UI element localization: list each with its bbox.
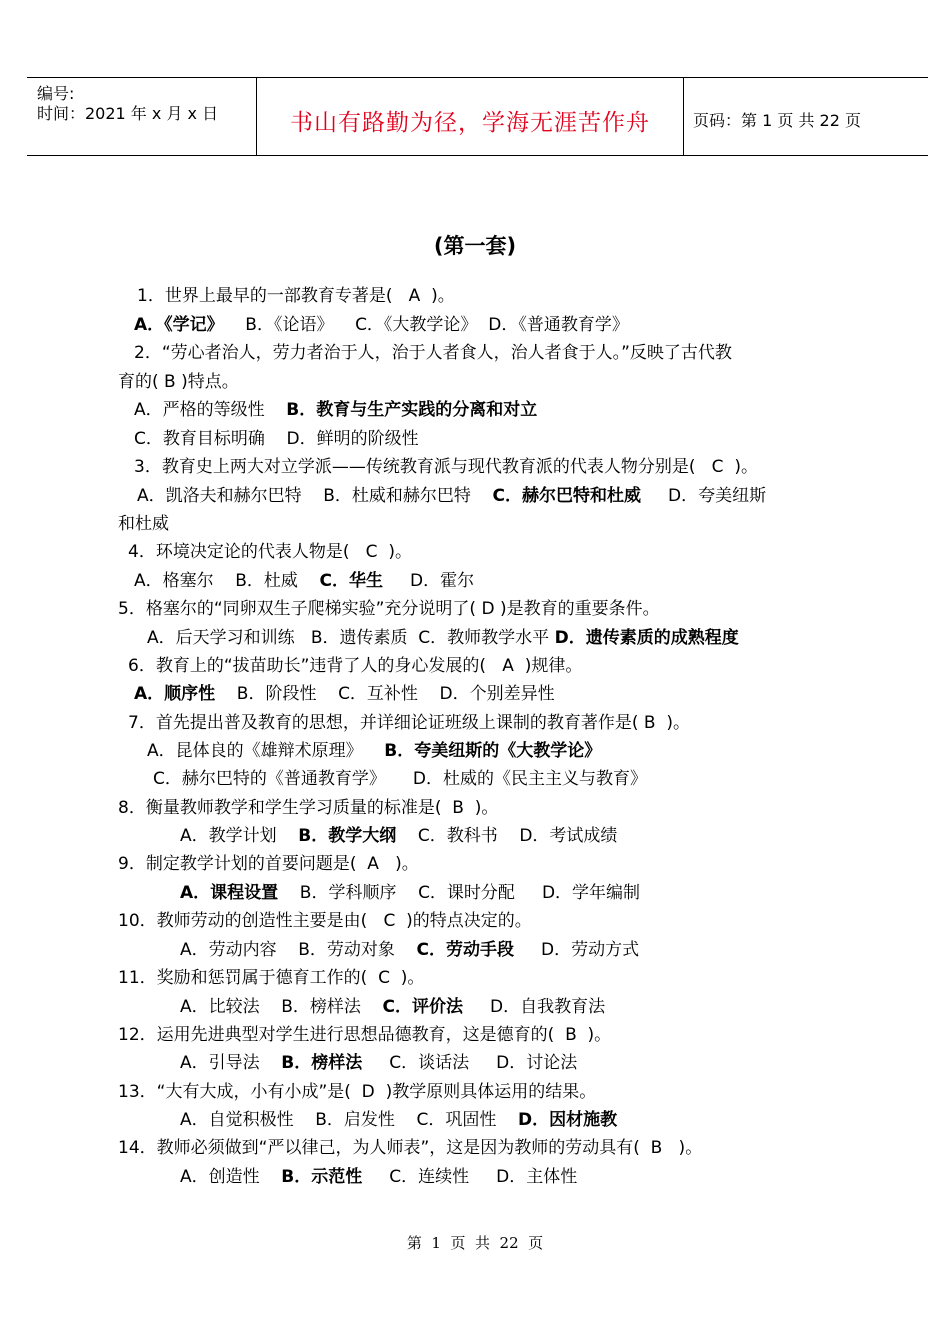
- answer-text: C．评价法: [382, 997, 464, 1017]
- time-label: 时间：2021 年 x 月 x 日: [37, 104, 219, 123]
- answer-text: B．夸美纽斯的《大教学论》: [384, 741, 602, 761]
- text-line: [180, 1109, 617, 1131]
- line-text: 8．衡量教师教学和学生学习质量的标准是( B )。: [118, 798, 499, 818]
- line-text: D．劳动方式: [514, 940, 640, 960]
- line-text: D．霍尔: [383, 571, 475, 591]
- text-line: [118, 598, 660, 620]
- answer-text: C．赫尔巴特和杜威: [492, 486, 642, 506]
- text-line: [134, 428, 419, 450]
- line-text: B．学科顺序 C．课时分配 D．学年编制: [278, 883, 641, 903]
- text-line: [147, 627, 739, 649]
- text-line: [180, 939, 639, 961]
- line-text: 11．奖励和惩罚属于德育工作的( C )。: [118, 968, 425, 988]
- line-text: 9．制定教学计划的首要问题是( A )。: [118, 854, 419, 874]
- line-text: A．比较法 B．榜样法: [180, 997, 383, 1017]
- line-text: A．昆体良的《雄辩术原理》: [147, 741, 385, 761]
- text-line: [118, 1081, 596, 1103]
- answer-text: D．因材施教: [518, 1110, 618, 1130]
- text-line: [180, 825, 617, 847]
- line-text: B．《论语》 C．《大教学论》 D．《普通教育学》: [223, 315, 629, 335]
- line-text: 1．世界上最早的一部教育专著是( A )。: [137, 286, 455, 306]
- page-info: 页码：第 1 页 共 22 页: [693, 111, 861, 130]
- text-line: [180, 882, 640, 904]
- line-text: A．创造性: [180, 1167, 282, 1187]
- line-text: C．教科书 D．考试成绩: [396, 826, 618, 846]
- text-line: [134, 342, 732, 364]
- text-line: [134, 399, 537, 421]
- motto: 书山有路勤为径，学海无涯苦作舟: [290, 110, 650, 136]
- line-text: 14．教师必须做到“严以律己，为人师表”，这是因为教师的劳动具有( B )。: [118, 1138, 703, 1158]
- line-text: 12．运用先进典型对学生进行思想品德教育，这是德育的( B )。: [118, 1025, 612, 1045]
- answer-text: B．示范性: [281, 1167, 363, 1187]
- line-text: 和杜威: [118, 514, 169, 534]
- line-text: A．严格的等级性: [134, 400, 287, 420]
- text-line: [118, 1137, 702, 1159]
- line-text: A．引导法: [180, 1053, 282, 1073]
- text-line: [118, 513, 169, 535]
- answer-text: A．顺序性: [134, 684, 216, 704]
- text-line: [118, 371, 239, 393]
- serial-label: 编号:: [37, 84, 75, 103]
- text-line: [137, 285, 455, 307]
- line-text: C．赫尔巴特的《普通教育学》 D．杜威的《民主主义与教育》: [153, 769, 647, 789]
- text-line: [180, 1166, 577, 1188]
- line-text: A．格塞尔 B．杜威: [134, 571, 320, 591]
- text-line: [118, 1024, 611, 1046]
- line-text: 10．教师劳动的创造性主要是由( C )的特点决定的。: [118, 911, 532, 931]
- line-text: A．教学计划: [180, 826, 299, 846]
- line-text: C．谈话法 D．讨论法: [362, 1053, 578, 1073]
- text-line: [118, 910, 532, 932]
- line-text: C．教育目标明确 D．鲜明的阶级性: [134, 429, 419, 449]
- line-text: D．夸美纽斯: [641, 486, 767, 506]
- text-line: [128, 541, 412, 563]
- text-line: [128, 712, 690, 734]
- line-text: 育的( B )特点。: [118, 372, 239, 392]
- answer-text: D．遗传素质的成熟程度: [554, 628, 739, 648]
- line-text: 5．格塞尔的“同卵双生子爬梯实验”充分说明了( D )是教育的重要条件。: [118, 599, 660, 619]
- line-text: A．自觉积极性 B．启发性 C．巩固性: [180, 1110, 519, 1130]
- text-line: [147, 740, 601, 762]
- text-line: [134, 314, 629, 336]
- header-left-cell: [27, 78, 256, 155]
- answer-text: C．劳动手段: [416, 940, 515, 960]
- line-text: 4．环境决定论的代表人物是( C )。: [128, 542, 412, 562]
- text-line: [134, 570, 474, 592]
- line-text: C．连续性 D．主体性: [362, 1167, 578, 1187]
- line-text: 13．“大有大成，小有小成”是( D )教学原则具体运用的结果。: [118, 1082, 597, 1102]
- text-line: [137, 485, 766, 507]
- page-header: [27, 77, 928, 156]
- answer-text: B．教育与生产实践的分离和对立: [286, 400, 538, 420]
- line-text: 3．教育史上两大对立学派——传统教育派与现代教育派的代表人物分别是( C )。: [134, 457, 758, 477]
- text-line: [134, 683, 555, 705]
- text-line: [153, 768, 647, 790]
- text-line: [118, 967, 424, 989]
- line-text: A．后天学习和训练 B．遗传素质 C．教师教学水平: [147, 628, 555, 648]
- text-line: [118, 853, 419, 875]
- answer-text: C．华生: [319, 571, 384, 591]
- line-text: A．凯洛夫和赫尔巴特 B．杜威和赫尔巴特: [137, 486, 493, 506]
- document-title: (第一套): [433, 234, 517, 258]
- header-right-cell: [683, 78, 928, 155]
- text-line: [128, 655, 582, 677]
- page-footer: 第 1 页 共 22 页: [406, 1234, 544, 1252]
- line-text: D．自我教育法: [463, 997, 606, 1017]
- answer-text: B．教学大纲: [298, 826, 397, 846]
- text-line: [180, 996, 605, 1018]
- text-line: [118, 797, 498, 819]
- answer-text: A．《学记》: [134, 315, 224, 335]
- answer-text: B．榜样法: [281, 1053, 363, 1073]
- header-center-cell: [256, 78, 684, 155]
- line-text: B．阶段性 C．互补性 D．个别差异性: [215, 684, 555, 704]
- text-line: [180, 1052, 577, 1074]
- line-text: A．劳动内容 B．劳动对象: [180, 940, 417, 960]
- text-line: [134, 456, 758, 478]
- line-text: 7．首先提出普及教育的思想，并详细论证班级上课制的教育著作是( B )。: [128, 713, 690, 733]
- line-text: 6．教育上的“拔苗助长”违背了人的身心发展的( A )规律。: [128, 656, 583, 676]
- answer-text: A．课程设置: [180, 883, 279, 903]
- line-text: 2．“劳心者治人，劳力者治于人，治于人者食人，治人者食于人。”反映了古代教: [134, 343, 732, 363]
